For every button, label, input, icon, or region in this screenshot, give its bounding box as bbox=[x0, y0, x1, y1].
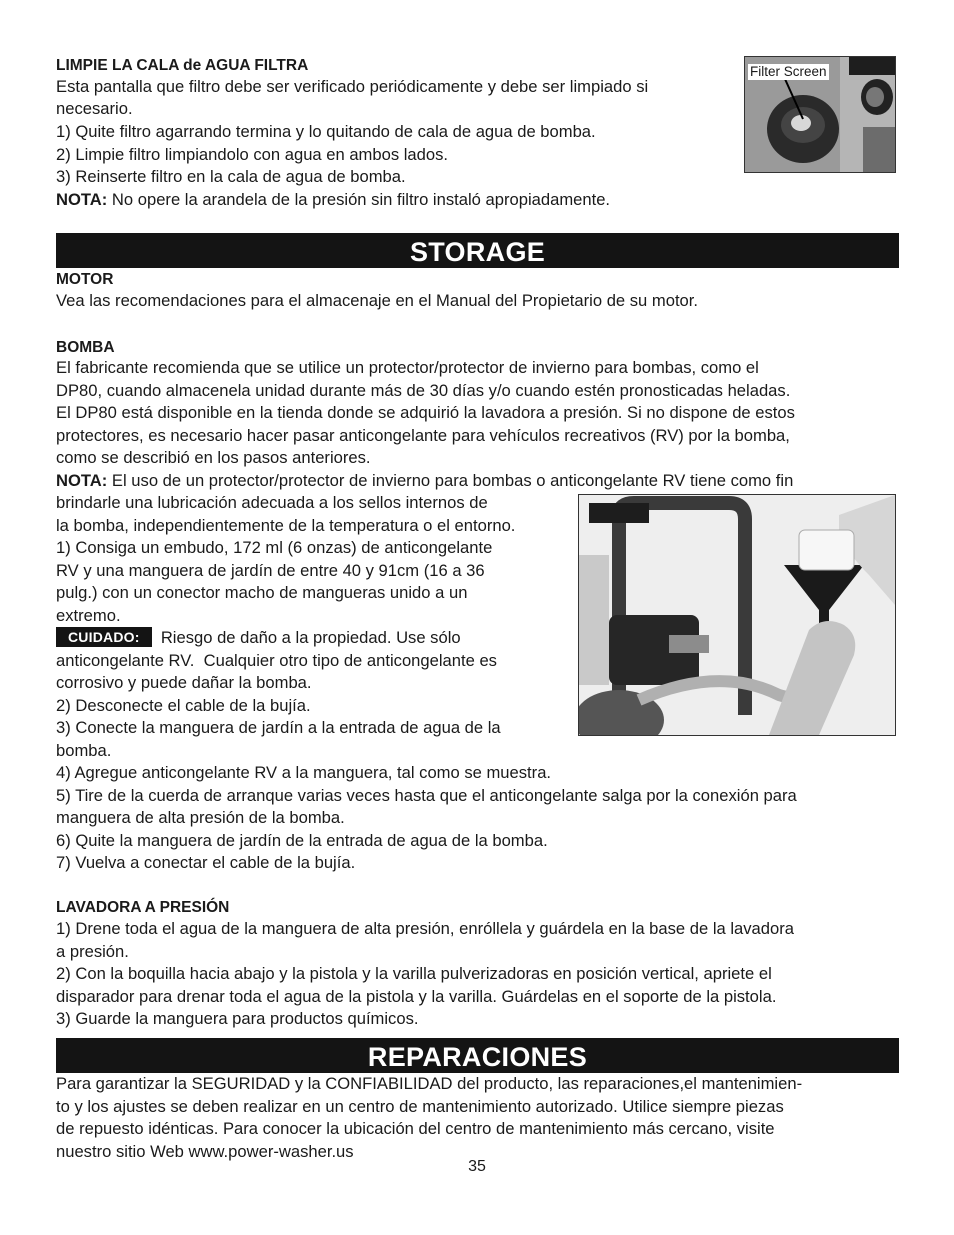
step-1-line: pulg.) con un conector macho de mangueras unido a un bbox=[56, 583, 468, 602]
step-3-line: 3) Conecte la manguera de jardín a la entrada de agua de la bbox=[56, 718, 501, 737]
bomba-line: El DP80 está disponible en la tienda donde se adquirió la lavadora a presión. Si no dispone de estos bbox=[56, 403, 795, 422]
filter-text-line: Esta pantalla que filtro debe ser verificado periódicamente y debe ser limpiado si bbox=[56, 77, 649, 96]
lavadora-line: 2) Con la boquilla hacia abajo y la pistola y la varilla pulverizadoras en posición vertical, apriete el bbox=[56, 964, 772, 983]
step-1-line: RV y una manguera de jardín de entre 40 y 91cm (16 a 36 bbox=[56, 561, 485, 580]
step-3-line: bomba. bbox=[56, 741, 112, 760]
motor-heading: MOTOR bbox=[56, 271, 114, 288]
filter-heading: LIMPIE LA CALA de AGUA FILTRA bbox=[56, 57, 309, 74]
filter-step-3: 3) Reinserte filtro en la cala de agua de bomba. bbox=[56, 167, 406, 186]
nota-line bbox=[56, 470, 793, 493]
repairs-line: nuestro sitio Web www.power-washer.us bbox=[56, 1142, 354, 1161]
section-title-reparaciones: REPARACIONES bbox=[56, 1038, 899, 1073]
lavadora-line: a presión. bbox=[56, 942, 129, 961]
filter-screen-photo bbox=[744, 56, 896, 173]
lavadora-line: 3) Guarde la manguera para productos químicos. bbox=[56, 1009, 419, 1028]
nota-label: NOTA: bbox=[56, 471, 108, 490]
bomba-line: DP80, cuando almacenela unidad durante más de 30 días y/o cuando estén pronosticadas heladas. bbox=[56, 381, 791, 400]
page-number: 35 bbox=[468, 1158, 486, 1175]
filter-step-1: 1) Quite filtro agarrando termina y lo quitando de cala de agua de bomba. bbox=[56, 122, 596, 141]
repairs-line: Para garantizar la SEGURIDAD y la CONFIABILIDAD del producto, las reparaciones,el mantenimien- bbox=[56, 1074, 803, 1093]
bomba-line: protectores, es necesario hacer pasar anticongelante para vehículos recreativos (RV) por la bomba, bbox=[56, 426, 790, 445]
cuidado-line: corrosivo y puede dañar la bomba. bbox=[56, 673, 312, 692]
step-2: 2) Desconecte el cable de la bujía. bbox=[56, 696, 311, 715]
nota-line: brindarle una lubricación adecuada a los sellos internos de bbox=[56, 493, 488, 512]
step-4: 4) Agregue anticongelante RV a la manguera, tal como se muestra. bbox=[56, 763, 552, 782]
repairs-line: to y los ajustes se deben realizar en un centro de mantenimiento autorizado. Utilice siempre piezas bbox=[56, 1097, 784, 1116]
antifreeze-funnel-photo bbox=[578, 494, 896, 736]
cuidado-line: anticongelante RV. Cualquier otro tipo de anticongelante es bbox=[56, 651, 497, 670]
bomba-line: como se describió en los pasos anteriores. bbox=[56, 448, 371, 467]
cuidado-badge: CUIDADO: bbox=[56, 627, 152, 647]
lavadora-line: disparador para drenar toda el agua de la pistola y la varilla. Guárdelas en el soporte de la pistola. bbox=[56, 987, 777, 1006]
note-label: NOTA: bbox=[56, 190, 108, 209]
step-1-line: extremo. bbox=[56, 606, 121, 625]
lavadora-line: 1) Drene toda el agua de la manguera de alta presión, enróllela y guárdela en la base de la lavadora bbox=[56, 919, 795, 938]
cuidado-text: Riesgo de daño a la propiedad. Use sólo bbox=[151, 628, 461, 647]
nota-line: la bomba, independientemente de la temperatura o el entorno. bbox=[56, 516, 516, 535]
step-1-line: 1) Consiga un embudo, 172 ml (6 onzas) de anticongelante bbox=[56, 538, 493, 557]
step-6: 6) Quite la manguera de jardín de la entrada de agua de la bomba. bbox=[56, 831, 548, 850]
nota-text: El uso de un protector/protector de invierno para bombas o anticongelante RV tiene como fin bbox=[107, 471, 794, 490]
bomba-heading: BOMBA bbox=[56, 339, 115, 356]
step-5-line: 5) Tire de la cuerda de arranque varias veces hasta que el anticongelante salga por la conexión para bbox=[56, 786, 797, 805]
step-7: 7) Vuelva a conectar el cable de la bujía. bbox=[56, 853, 356, 872]
filter-step-2: 2) Limpie filtro limpiandolo con agua en ambos lados. bbox=[56, 145, 449, 164]
figure-label: Filter Screen bbox=[750, 64, 827, 79]
repairs-line: de repuesto idénticas. Para conocer la ubicación del centro de mantenimiento más cercano, visite bbox=[56, 1119, 775, 1138]
step-5-line: manguera de alta presión de la bomba. bbox=[56, 808, 345, 827]
section-title-storage: STORAGE bbox=[56, 233, 899, 268]
filter-text-line: necesario. bbox=[56, 99, 133, 118]
lavadora-heading: LAVADORA A PRESIÓN bbox=[56, 899, 230, 916]
filter-note bbox=[56, 189, 610, 212]
funnel-pump-illustration bbox=[579, 495, 895, 735]
cuidado-line bbox=[56, 627, 461, 650]
note-text: No opere la arandela de la presión sin filtro instaló apropiadamente. bbox=[107, 190, 611, 209]
bomba-line: El fabricante recomienda que se utilice un protector/protector de invierno para bombas, como el bbox=[56, 358, 759, 377]
motor-text: Vea las recomendaciones para el almacenaje en el Manual del Propietario de su motor. bbox=[56, 291, 699, 310]
